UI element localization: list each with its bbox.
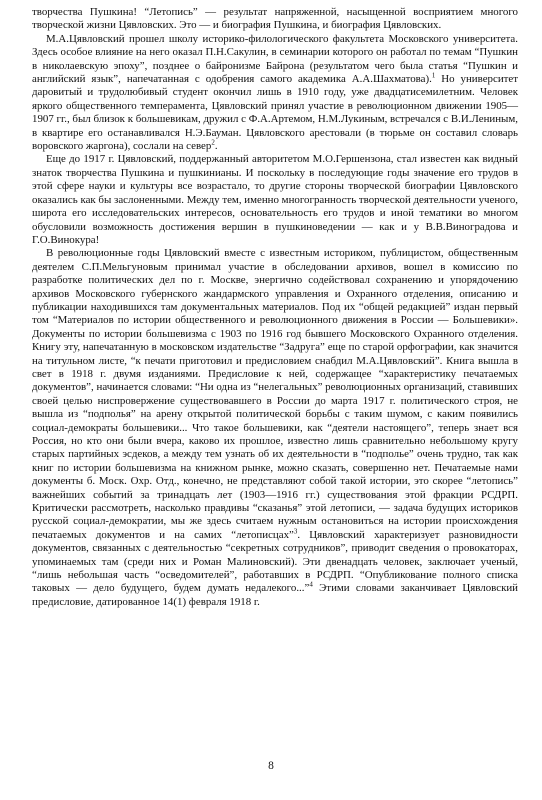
footnote-ref-4[interactable]: 4 <box>309 580 313 589</box>
paragraph-3-text: Еще до 1917 г. Цявловский, поддержанный авторитетом М.О.Гершензона, стал известен как видный знаток творчества Пушкина и пушкинианы. И поскольку в последующие годы значение его трудов в этой сфере науки и культуры все возрастало, то другие стороны творческой биографии Цявловского оказались как бы заслоненными. Между тем, именно многогранность творческой деятельности ученого, широта его исследовательских интересов, основательность его трудов и иной тематики во многом обусловили возможность достижения вершин в пушкиноведении — как и у В.В.Виноградова и Г.О.Винокура! <box>32 153 518 246</box>
page-number: 8 <box>268 760 274 772</box>
paragraph-2 <box>32 33 518 154</box>
footnote-ref-2[interactable]: 2 <box>211 138 215 147</box>
paragraph-2-text-end: . <box>214 140 218 153</box>
paragraph-4-text: В революционные годы Цявловский вместе с известным историком, публицистом, общественным деятелем С.П.Мельгуновым принимал участие в обследовании архивов, вошел в комиссию по разработке политических дел по г. Москве, энергично содействовал сохранению и упорядочению архивов Московского губернского жандармского управления и Охранного отделения, описанию и публикации находившихся там документальных материалов. Под их “общей редакцией” издан первый том “Материалов по истории общественного и революционного движения в России — Большевики». Документы по истории большевизма с 1903 по 1916 год бывшего Московского Охранного отделения. Книгу эту, напечатанную в московском издательстве “Задруга” еще по старой орфографии, как значится на титульном листе, “к печати приготовил и предисловием снабдил М.А.Цявловский”. Книга вышла в свет в 1918 г. двумя изданиями. Предисловие к ней, содержащее “характеристику печатаемых документов”, начинается словами: “Ни одна из “нелегальных” революционных организаций, ставивших своей целью ниспровержение существовавшего в России до марта 1917 г. политического строя, не вышла из “подполья” на арену открытой политической борьбы с таким шумом, с каким появились социал-демократы большевики... Что такое большевики, как “деятели настоящего”, теперь знает вся Россия, но кто они были вчера, каково их прошлое, известно лишь сравнительно небольшому кругу старых партийных эсдеков, а между тем узнать об их деятельности в “подполье” очень трудно, так как книг по истории большевизма на книжном рынке, можно сказать, совершенно нет. Печатаемые нами документы б. Моск. Охр. Отд., конечно, не представляют собой такой истории, это скорее “летопись” важнейших событий за тринадцать лет (1903—1916 гг.) существования этой фракции РСДРП. Критически рассмотреть, насколько правдивы “сказанья” этой летописи, — задача будущих историков русской социал-демократии, мы же здесь считаем нужным остановиться на истории происхождения печатаемых документов и на самих “летописцах” <box>32 247 518 541</box>
paragraph-4-text-cont: . Цявловский характеризует разновидности документов, связанных с деятельностью “секретных сотрудников”, приводит сведения о провокаторах, упоминаемых там (среди них и Роман Малиновский). Эти двенадцать человек, заключает ученый, “лишь небольшая часть “осведомителей”, работавших в РСДРП. “Опубликование полного списка таковых — дело будущего, будем думать недалекого...” <box>32 528 518 595</box>
paragraph-2-text: М.А.Цявловский прошел школу историко-филологического факультета Московского университета. Здесь особое влияние на него оказал П.Н.Сакулин, в семинарии которого он работал по темам “Пушкин в николаевскую эпоху”, позднее о байронизме Байрона (результатом чего была статья “Пушкин и английский язык”, напечатанная с одобрения самого академика А.А.Шахматова). <box>32 32 518 86</box>
footnote-ref-1[interactable]: 1 <box>431 71 436 80</box>
paragraph-2-text-cont: Но университет даровитый и трудолюбивый студент окончил лишь в 1910 году, уже двадцатисемилетним. Человек яркого общественного темперамента, Цявловский принял участие в революционном движении 1905—1907 гг., был близок к большевикам, дружил с Ф.А.Артемом, Н.М.Лукиным, встречался с В.И.Лениным, в квартире его останавливался Н.Э.Бауман. Цявловского арестовали (в тюрьме он составил словарь воровского жаргона), сослали на север <box>32 73 519 153</box>
paragraph-3 <box>32 153 518 247</box>
footnote-ref-3[interactable]: 3 <box>293 527 298 536</box>
paragraph-4-text-end: Этими словами заканчивает Цявловский предисловие, датированное 14(1) февраля 1918 г. <box>32 582 519 608</box>
paragraph-1 <box>32 6 518 33</box>
paragraph-1-text: творчества Пушкина! “Летопись” — результат напряженной, насыщенной восприятием многого творческой жизни Цявловских. Это — и биография Пушкина, и биография Цявловских. <box>32 6 518 32</box>
paragraph-4 <box>32 247 518 609</box>
